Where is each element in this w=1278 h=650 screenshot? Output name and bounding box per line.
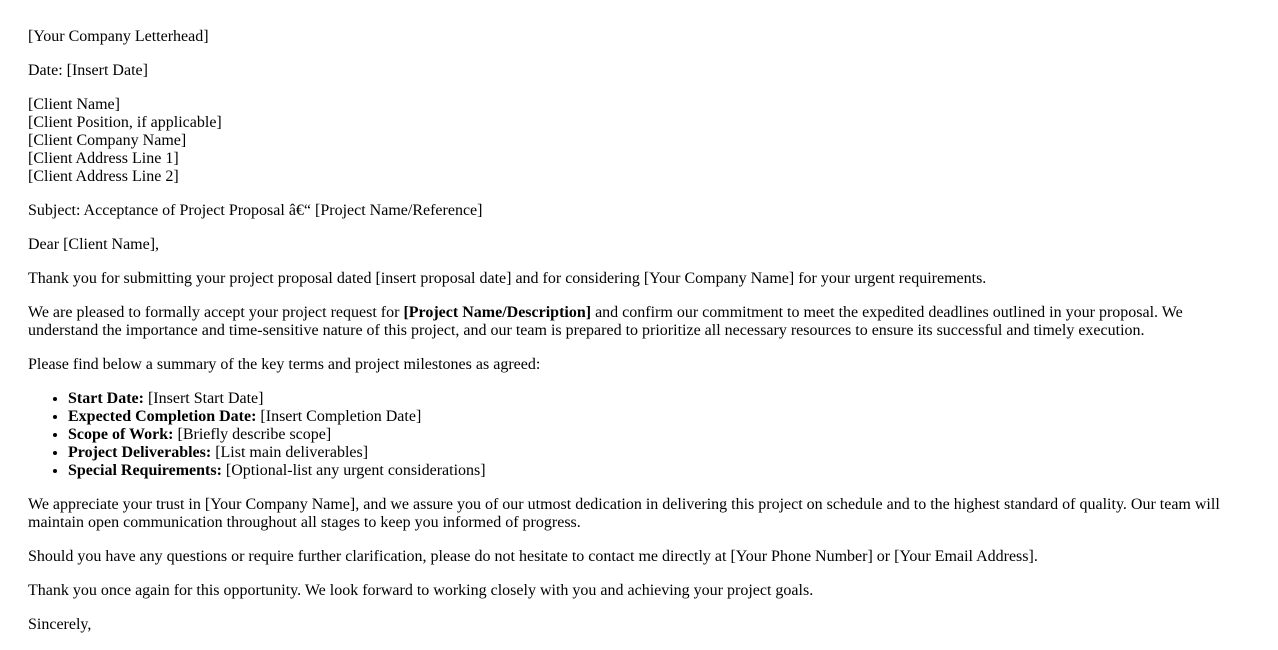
paragraph-summary-intro: Please find below a summary of the key terms and project milestones as agreed: [28, 356, 541, 373]
recipient-company: [Client Company Name] [28, 132, 187, 149]
date-line: Date: [Insert Date] [28, 62, 148, 79]
paragraph-contact: Should you have any questions or require further clarification, please do not hesitate to contact me directly at [Your Phone Number] or [Your Email Address]. [28, 548, 1038, 565]
term-label-start-date: Start Date: [68, 390, 144, 407]
list-item [68, 444, 1250, 462]
term-value-completion-date: [Insert Completion Date] [256, 408, 422, 425]
term-label-completion-date: Expected Completion Date: [68, 408, 257, 425]
term-value-deliverables: [List main deliverables] [211, 444, 369, 461]
letterhead: [Your Company Letterhead] [28, 28, 209, 45]
recipient-address-block [28, 96, 1250, 186]
term-label-deliverables: Project Deliverables: [68, 444, 212, 461]
paragraph-acceptance-text-after: and confirm our commitment to meet the expedited deadlines outlined in your proposal. We understand the importance and time-sensitive nature of this project, and our team is prepared to prioritize all necessary resources to ensure its successful and timely execution. [28, 304, 1183, 339]
list-item [68, 390, 1250, 408]
list-item [68, 408, 1250, 426]
subject-line: Subject: Acceptance of Project Proposal â€“ [Project Name/Reference] [28, 202, 483, 219]
key-terms-list [28, 390, 1250, 480]
term-label-special-requirements: Special Requirements: [68, 462, 222, 479]
paragraph-acceptance [28, 304, 1250, 340]
recipient-address-line-1: [Client Address Line 1] [28, 150, 179, 167]
term-value-scope: [Briefly describe scope] [173, 426, 332, 443]
closing: Sincerely, [28, 616, 92, 633]
recipient-address-line-2: [Client Address Line 2] [28, 168, 179, 185]
recipient-position: [Client Position, if applicable] [28, 114, 222, 131]
project-name-emphasis: [Project Name/Description] [403, 304, 592, 321]
paragraph-acceptance-text-before: We are pleased to formally accept your project request for [28, 304, 404, 321]
list-item [68, 426, 1250, 444]
term-value-start-date: [Insert Start Date] [143, 390, 264, 407]
paragraph-appreciation: We appreciate your trust in [Your Company Name], and we assure you of our utmost dedication in delivering this project on schedule and to the highest standard of quality. Our team will maintain open communication throughout all stages to keep you informed of progress. [28, 496, 1220, 531]
term-label-scope: Scope of Work: [68, 426, 174, 443]
term-value-special-requirements: [Optional-list any urgent considerations] [221, 462, 486, 479]
recipient-name: [Client Name] [28, 96, 120, 113]
salutation: Dear [Client Name], [28, 236, 160, 253]
paragraph-closing-thanks: Thank you once again for this opportunity. We look forward to working closely with you and achieving your project goals. [28, 582, 814, 599]
list-item [68, 462, 1250, 480]
paragraph-thank-you: Thank you for submitting your project proposal dated [insert proposal date] and for considering [Your Company Name] for your urgent requirements. [28, 270, 987, 287]
